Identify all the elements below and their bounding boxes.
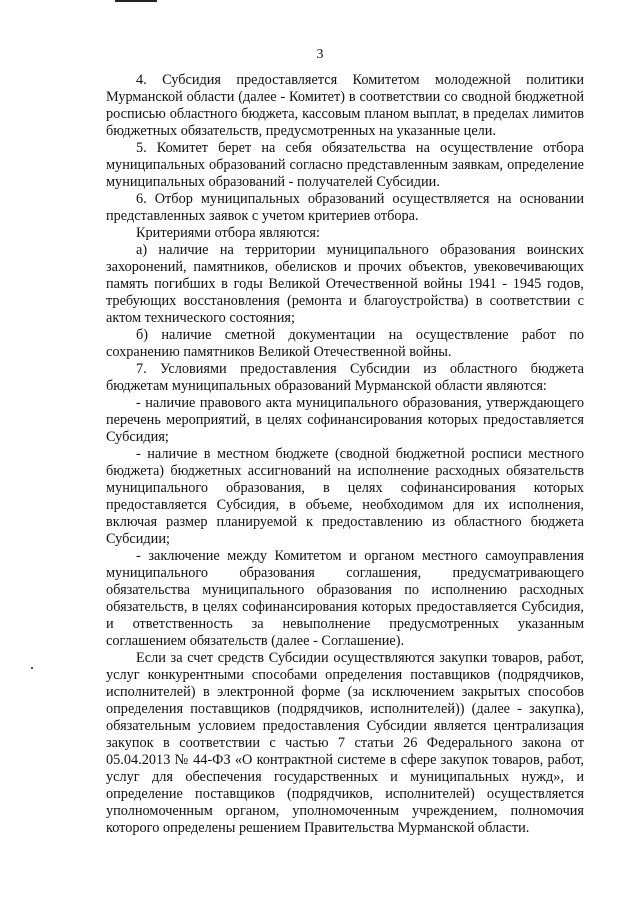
procurement-paragraph: Если за счет средств Субсидии осуществляются закупки товаров, работ, услуг конкурентными способами определения поставщиков (подрядчиков, исполнителей) в электронной форме (за исключением закрытых способов определения поставщиков (подрядчиков, исполнителей)) (далее - закупка), обязательным условием предоставления Субсидии является централизация закупок в соответствии с частью 7 статьи 26 Федерального закона от 05.04.2013 № 44-ФЗ «О контрактной системе в сфере закупок товаров, работ, услуг для обеспечения государственных и муниципальных нужд», и определение поставщиков (подрядчиков, исполнителей) осуществляется уполномоченным органом, уполномоченным учреждением, полномочия которого определены решением Правительства Мурманской области. bbox=[106, 650, 584, 836]
document-body bbox=[106, 72, 584, 837]
scan-artifact-mark bbox=[115, 0, 157, 2]
paragraph-5: 5. Комитет берет на себя обязательства на осуществление отбора муниципальных образований согласно представленным заявкам, определение муниципальных образований - получателей Субсидии. bbox=[106, 140, 584, 190]
page-number: 3 bbox=[316, 47, 324, 62]
scan-artifact-dot bbox=[31, 667, 33, 669]
criterion-b: б) наличие сметной документации на осуществление работ по сохранению памятников Великой Отечественной войны. bbox=[106, 327, 584, 360]
criteria-heading: Критериями отбора являются: bbox=[136, 225, 320, 241]
condition-budget-allocation: - наличие в местном бюджете (сводной бюджетной росписи местного бюджета) бюджетных ассигнований на исполнение расходных обязательств муниципального образования, в целях софинансирования которых предоставляется Субсидия, в объеме, необходимом для их исполнения, включая размер планируемой к предоставлению из областного бюджета Субсидии; bbox=[106, 446, 584, 547]
condition-agreement: - заключение между Комитетом и органом местного самоуправления муниципального образования соглашения, предусматривающего обязательства муниципального образования по исполнению расходных обязательств, в целях софинансирования которых предоставляется Субсидия, и ответственность за невыполнение предусмотренных указанным соглашением обязательств (далее - Соглашение). bbox=[106, 548, 584, 649]
paragraph-7: 7. Условиями предоставления Субсидии из областного бюджета бюджетам муниципальных образований Мурманской области являются: bbox=[106, 361, 584, 394]
paragraph-6: 6. Отбор муниципальных образований осуществляется на основании представленных заявок с учетом критериев отбора. bbox=[106, 191, 584, 224]
paragraph-4: 4. Субсидия предоставляется Комитетом молодежной политики Мурманской области (далее - Комитет) в соответствии со сводной бюджетной росписью областного бюджета, кассовым планом выплат, в пределах лимитов бюджетных обязательств, предусмотренных на указанные цели. bbox=[106, 72, 584, 139]
criterion-a: а) наличие на территории муниципального образования воинских захоронений, памятников, обелисков и прочих объектов, увековечивающих память погибших в годы Великой Отечественной войны 1941 - 1945 годов, требующих восстановления (ремонта и благоустройства) в соответствии с актом технического состояния; bbox=[106, 242, 584, 326]
condition-legal-act: - наличие правового акта муниципального образования, утверждающего перечень мероприятий, в целях софинансирования которых предоставляется Субсидия; bbox=[106, 395, 584, 445]
